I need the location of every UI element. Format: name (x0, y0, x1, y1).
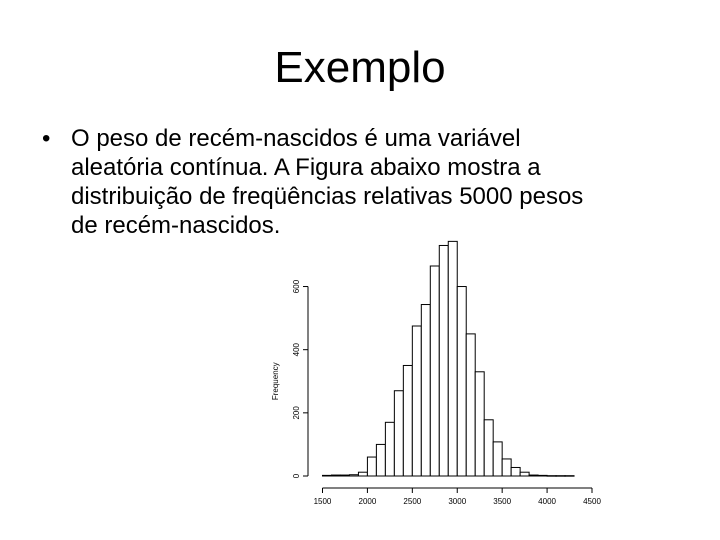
y-tick-label: 400 (292, 343, 301, 357)
histogram-bar-9 (403, 365, 412, 476)
histogram-bar-4 (358, 472, 367, 476)
x-tick-label: 3000 (448, 497, 467, 506)
histogram-bar-27 (565, 476, 574, 477)
histogram-bar-24 (538, 475, 547, 476)
histogram-bar-0 (322, 475, 331, 476)
histogram-bar-16 (466, 334, 475, 476)
histogram-bar-18 (484, 420, 493, 476)
histogram-chart (270, 236, 610, 516)
y-axis (292, 279, 308, 478)
histogram-bars (322, 241, 574, 476)
x-axis (314, 488, 602, 506)
histogram-bar-11 (421, 305, 430, 476)
y-tick-label: 200 (292, 406, 301, 420)
histogram-bar-15 (457, 287, 466, 476)
x-tick-label: 3500 (493, 497, 512, 506)
y-tick-label: 600 (292, 279, 301, 294)
histogram-bar-26 (556, 476, 565, 477)
histogram-bar-14 (448, 241, 457, 476)
histogram-bar-19 (493, 442, 502, 476)
histogram-bar-23 (529, 475, 538, 476)
bullet-symbol: • (42, 125, 51, 152)
x-tick-label: 1500 (313, 497, 332, 506)
bullet-text (71, 124, 711, 240)
histogram-bar-22 (520, 472, 529, 476)
histogram-bar-10 (412, 326, 421, 476)
histogram-bar-1 (331, 475, 340, 476)
slide-title: Exemplo (274, 43, 446, 92)
y-axis-label: Frequency (271, 362, 280, 401)
histogram-bar-8 (394, 391, 403, 476)
bullet-line-2: aleatória contínua. A Figura abaixo mostra a (71, 154, 541, 181)
histogram-bar-13 (439, 245, 448, 476)
bullet-line-1: O peso de recém-nascidos é uma variável (71, 125, 521, 152)
histogram-bar-12 (430, 266, 439, 476)
histogram-bar-6 (376, 444, 385, 476)
histogram-bar-21 (511, 467, 520, 476)
x-tick-label: 2000 (358, 497, 377, 506)
histogram-bar-20 (502, 459, 511, 476)
bullet-line-3: distribuição de freqüências relativas 5000 pesos (71, 183, 584, 210)
histogram-bar-5 (367, 457, 376, 476)
histogram-bar-7 (385, 422, 394, 476)
histogram-bar-3 (349, 475, 358, 476)
histogram-bar-17 (475, 372, 484, 476)
x-tick-label: 2500 (403, 497, 422, 506)
histogram-bar-2 (340, 475, 349, 476)
bullet-line-4: de recém-nascidos. (71, 212, 281, 239)
x-tick-label: 4500 (583, 497, 601, 506)
x-tick-label: 4000 (538, 497, 556, 506)
histogram-bar-25 (547, 476, 556, 477)
y-tick-label: 0 (292, 473, 301, 479)
